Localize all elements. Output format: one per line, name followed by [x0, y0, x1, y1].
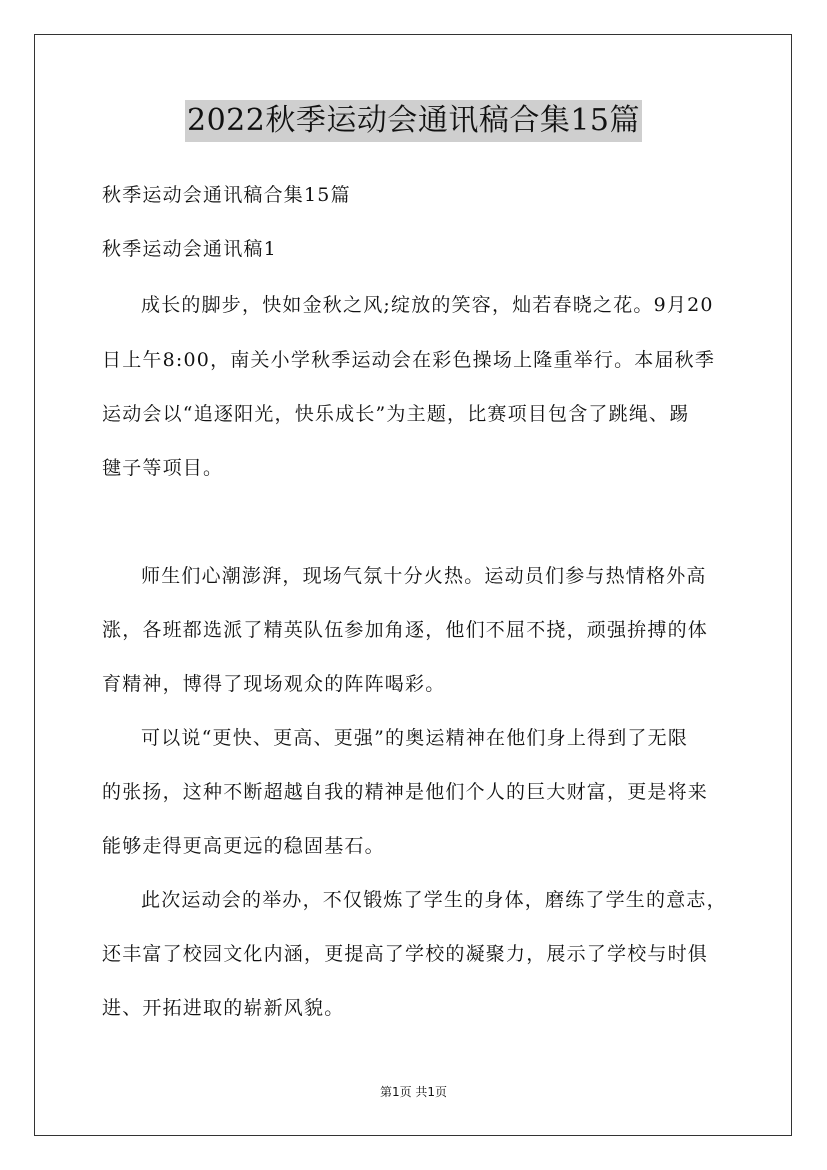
document-title: 2022秋季运动会通讯稿合集15篇 — [185, 100, 642, 142]
paragraph-2-line-3: 育精神，博得了现场观众的阵阵喝彩。 — [102, 673, 446, 695]
paragraph-3-line-1: 可以说“更快、更高、更强”的奥运精神在他们身上得到了无限 — [141, 727, 689, 749]
paragraph-1-line-1: 成长的脚步，快如金秋之风;绽放的笑容，灿若春晓之花。9月20 — [141, 294, 714, 316]
paragraph-1-line-4: 毽子等项目。 — [102, 457, 224, 479]
paragraph-1-line-3: 运动会以“追逐阳光，快乐成长”为主题，比赛项目包含了跳绳、踢 — [102, 403, 690, 425]
paragraph-4-line-3: 进、开拓进取的崭新风貌。 — [102, 997, 345, 1019]
paragraph-4-line-2: 还丰富了校园文化内涵，更提高了学校的凝聚力，展示了学校与时俱 — [102, 943, 709, 965]
paragraph-4-line-1: 此次运动会的举办，不仅锻炼了学生的身体，磨练了学生的意志， — [141, 889, 727, 911]
page-footer: 第1页 共1页 — [379, 1085, 448, 1099]
document-subtitle: 秋季运动会通讯稿合集15篇 — [102, 184, 351, 206]
section-heading: 秋季运动会通讯稿1 — [102, 238, 277, 260]
paragraph-3-line-3: 能够走得更高更远的稳固基石。 — [102, 835, 385, 857]
paragraph-2-line-2: 涨，各班都选派了精英队伍参加角逐，他们不屈不挠，顽强拚搏的体 — [102, 619, 709, 641]
title-container — [0, 100, 827, 142]
paragraph-3-line-2: 的张扬，这种不断超越自我的精神是他们个人的巨大财富，更是将来 — [102, 781, 709, 803]
paragraph-2-line-1: 师生们心潮澎湃，现场气氛十分火热。运动员们参与热情格外高 — [141, 565, 707, 587]
paragraph-1-line-2: 日上午8:00，南关小学秋季运动会在彩色操场上隆重举行。本届秋季 — [102, 349, 716, 371]
